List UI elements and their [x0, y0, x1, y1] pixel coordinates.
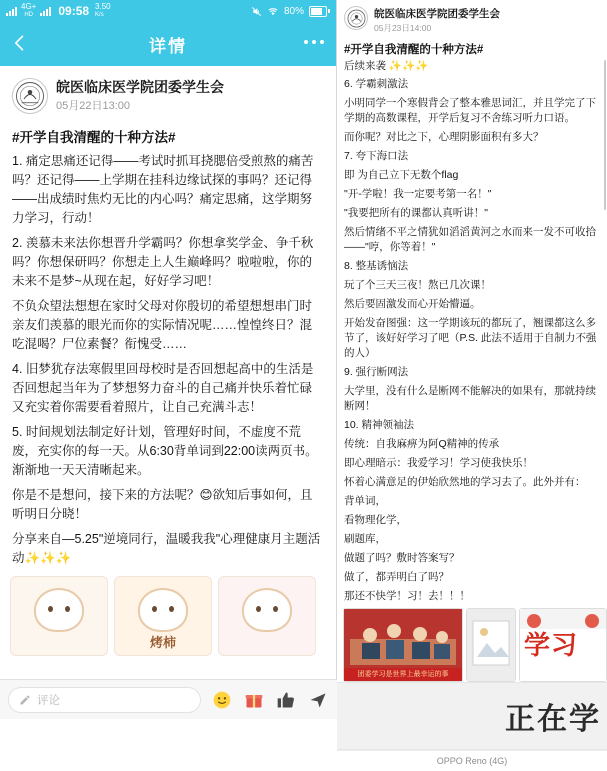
thumbs-up-icon[interactable]: [275, 689, 297, 711]
right-article-header: [337, 0, 607, 36]
scrollbar-thumb[interactable]: [604, 60, 606, 210]
data-rate-label: 3.50 K/s: [95, 2, 111, 18]
organization-emblem-icon[interactable]: [344, 6, 368, 30]
wifi-icon: [267, 6, 279, 17]
organization-emblem-icon[interactable]: [12, 78, 48, 114]
right-paragraph-19: 背单词，: [344, 495, 386, 507]
right-paragraph-9: 8. 整基诱恼法: [344, 260, 409, 272]
banner-text: 正在学: [505, 703, 601, 736]
right-paragraph-17: 即心理暗示：我爱学习！学习使我快乐！: [344, 457, 533, 469]
right-paragraph-15: 10. 精神领袖法: [344, 419, 415, 431]
right-paragraph-22: 做题了吗？敷时答案写？: [344, 552, 460, 564]
clock-label: 09:58: [58, 4, 90, 18]
article-header: [0, 66, 336, 118]
device-footer-note: OPPO Reno (4G): [337, 750, 607, 771]
network-type-label: 4G+ HD: [21, 2, 37, 18]
account-name[interactable]: 皖医临床医学院团委学生会: [374, 8, 500, 20]
article-paragraph-4: 4. 旧梦犹存法寒假里回母校时是否回想起高中的生活是否回想起当年为了梦想努力奋斗的自己痛并快乐着忙碌又充实着你需要看着照片，让自己充满斗志！: [12, 362, 314, 414]
article-paragraph-1: 1. 痛定思痛还记得——考试时抓耳挠腮倍受煎熬的痛苦吗？还记得——上学期在挂科边缘试探的事吗？还记得——出成绩时焦灼无比的内心吗？痛定思痛，这学期努力学习，行动！: [12, 154, 314, 225]
publish-date: 05月22日13:00: [56, 100, 130, 112]
publish-date: 05月23日14:00: [374, 23, 432, 33]
right-paragraph-23: 做了，都弄明白了吗？: [344, 571, 449, 583]
emoji-icon[interactable]: [211, 689, 233, 711]
more-dots-icon[interactable]: [304, 40, 324, 44]
sticker-2-label: 烤柿: [149, 635, 176, 650]
right-paragraph-12: 开始发奋图强：这一学期该玩的都玩了，翘课都这么多节了，该好好学习了吧（P.S. 此法不适用于自制力不强的人）: [344, 317, 597, 359]
article-paragraph-7: 分享来自—5.25"逆境同行，温暖我我"心理健康月主题活动✨✨✨: [12, 532, 321, 565]
image-small-thumb[interactable]: [466, 608, 516, 682]
right-paragraph-7: "我要把所有的课都认真听讲！": [344, 207, 488, 219]
image-group-study[interactable]: [343, 608, 463, 682]
gift-icon[interactable]: [243, 689, 265, 711]
right-paragraph-11: 然后要固激发而心开始懵逼。: [344, 298, 481, 310]
right-paragraph-10: 玩了个三天三夜！熬已几次课！: [344, 279, 491, 291]
right-paragraph-6: "开-学啦！我一定要考第一名！": [344, 188, 492, 200]
right-paragraph-21: 刷题库，: [344, 533, 386, 545]
pencil-icon: [19, 694, 31, 706]
signal-bars-icon: [6, 6, 17, 16]
sticker-2[interactable]: [114, 576, 212, 656]
comment-bar: [0, 679, 337, 719]
article-paragraph-6: 你是不是想问，接下来的方法呢？😊欲知后事如何，且听明日分晓！: [12, 488, 313, 521]
right-paragraph-20: 看物理化学，: [344, 514, 407, 526]
comment-input[interactable]: [8, 687, 201, 713]
signal-bars-icon-2: [40, 6, 51, 16]
right-paragraph-24: 那还不快学！习！去！！！: [344, 590, 470, 602]
sticker-3[interactable]: [218, 576, 316, 656]
right-article-subheading: 后续来袭 ✨✨✨: [344, 60, 429, 72]
account-name[interactable]: 皖医临床医学院团委学生会: [56, 79, 224, 95]
right-paragraph-5: 即 为自己立下无数个flag: [344, 169, 459, 181]
right-paragraph-16: 传统：自我麻痹为阿Q精神的传承: [344, 438, 500, 450]
image-learning-banner[interactable]: [519, 608, 607, 682]
title-bar: [0, 22, 336, 66]
article-paragraph-2: 2. 羡慕未来法你想晋升学霸吗？你想拿奖学金、争千秋吗？你想保研吗？你想走上人生巅峰吗？啦啦啦，你的未来不是梦~从现在起，好好学习吧！: [12, 236, 314, 288]
right-paragraph-4: 7. 夸下海口法: [344, 150, 409, 162]
battery-percent-label: 80%: [283, 5, 304, 17]
article-heading: #开学自我清醒的十种方法#: [12, 130, 176, 145]
battery-icon: [309, 6, 330, 17]
mute-icon: [251, 6, 262, 17]
right-article-heading: #开学自我清醒的十种方法#: [344, 44, 484, 56]
right-paragraph-14: 大学里，没有什么是断网不能解决的如果有，那就持续断网！: [344, 385, 596, 412]
image-row: [337, 604, 607, 682]
right-paragraph-8: 然后情绪不平之情犹如滔滔黄河之水而来一发不可收拾——"哼，你等着！": [344, 226, 596, 253]
sticker-row: [0, 568, 336, 660]
share-icon[interactable]: [307, 689, 329, 711]
comment-placeholder: 评论: [37, 694, 60, 707]
sticker-1[interactable]: [10, 576, 108, 656]
image-overlay-text: 学习: [524, 630, 579, 660]
image-caption: 团委学习是世界上最幸运的事: [344, 668, 462, 681]
page-title: 详情: [149, 36, 187, 56]
article-paragraph-3: 不负众望法想想在家时父母对你殷切的希望想想串门时亲友们羡慕的眼光而你的实际情况呢……惶惶终日？混吃混喝？尸位素餐？衔愧受……: [12, 299, 313, 351]
right-phone-screen: [337, 0, 607, 766]
status-bar: [0, 0, 336, 22]
right-paragraph-18: 怀着心满意足的伊始欣然地的学习去了。此外并有：: [344, 476, 586, 488]
right-paragraph-3: 而你呢？对比之下，心理阴影面积有多大？: [344, 131, 544, 143]
back-arrow-icon[interactable]: [10, 33, 30, 53]
right-paragraph-1: 6. 学霸刺激法: [344, 78, 409, 90]
banner-strip[interactable]: [337, 682, 607, 750]
right-paragraph-2: 小明同学一个寒假背会了整本雅思词汇，并且学完了下学期的高数课程，开学后复习不舍练习听力口语。: [344, 97, 596, 124]
article-paragraph-5: 5. 时间规划法制定好计划，管理好时间，不虚度不荒废，充实你的每一天。从6:30背单词到22:00读两页书。渐渐地一天天清晰起来。: [12, 425, 318, 477]
right-paragraph-13: 9. 强行断网法: [344, 366, 409, 378]
